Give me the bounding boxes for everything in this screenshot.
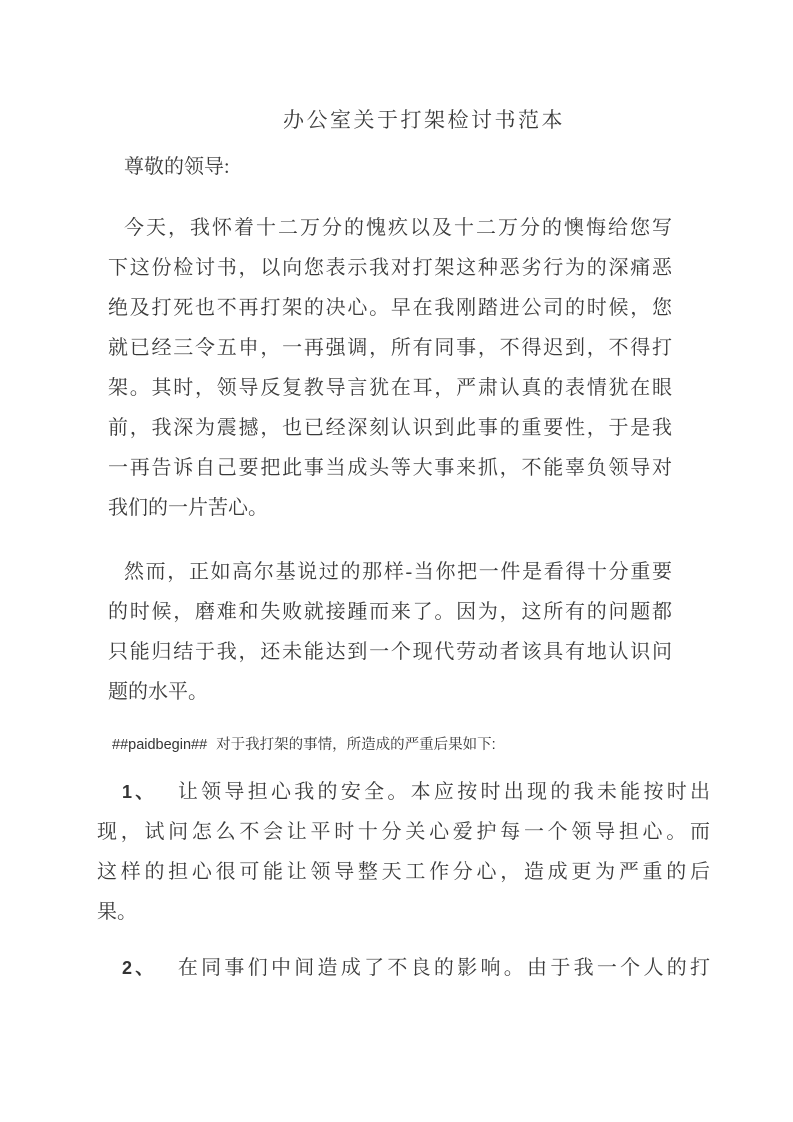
list-number: 2、 — [122, 958, 157, 978]
text-line: 一再告诉自己要把此事当成头等大事来抓，不能辜负领导对 — [108, 457, 672, 479]
list-item-2 — [97, 948, 710, 988]
text-line: 前，我深为震撼，也已经深刻认识到此事的重要性，于是我 — [108, 417, 672, 439]
text-line: 果。 — [97, 901, 137, 923]
text-line: 的时候，磨难和失败就接踵而来了。因为，这所有的问题都 — [108, 601, 672, 623]
body-paragraph-2 — [108, 552, 672, 712]
text-line: 就已经三令五申，一再强调，所有同事，不得迟到，不得打 — [108, 337, 672, 359]
paid-begin-line — [112, 734, 713, 756]
text-line: 现，试问怎么不会让平时十分关心爱护每一个领导担心。而 — [97, 821, 710, 843]
list-item-1 — [97, 772, 710, 932]
text-line: 题的水平。 — [108, 681, 208, 703]
document-title: 办公室关于打架检讨书范本 — [283, 108, 565, 132]
paid-begin-text: 对于我打架的事情，所造成的严重后果如下: — [216, 737, 496, 753]
text-line: 下这份检讨书，以向您表示我对打架这种恶劣行为的深痛恶 — [108, 257, 672, 279]
text-line: 2、 在同事们中间造成了不良的影响。由于我一个人的打 — [122, 957, 711, 979]
text-line: 今天，我怀着十二万分的愧疚以及十二万分的懊悔给您写 — [124, 217, 672, 239]
text-line: 1、 让领导担心我的安全。本应按时出现的我未能按时出 — [122, 781, 711, 803]
text-line: 绝及打死也不再打架的决心。早在我刚踏进公司的时候，您 — [108, 297, 672, 319]
text-line: 然而，正如高尔基说过的那样-当你把一件是看得十分重要 — [124, 561, 672, 583]
paid-begin-marker: ##paidbegin## — [112, 737, 208, 753]
body-paragraph-1 — [108, 208, 672, 528]
text-line: 只能归结于我，还未能达到一个现代劳动者该具有地认识问 — [108, 641, 672, 663]
list-number: 1、 — [122, 782, 157, 802]
text-line: 架。其时，领导反复教导言犹在耳，严肃认真的表情犹在眼 — [108, 377, 672, 399]
text-line: 我们的一片苦心。 — [108, 497, 268, 519]
salutation: 尊敬的领导: — [124, 156, 230, 178]
text-line: 这样的担心很可能让领导整天工作分心，造成更为严重的后 — [97, 861, 710, 883]
